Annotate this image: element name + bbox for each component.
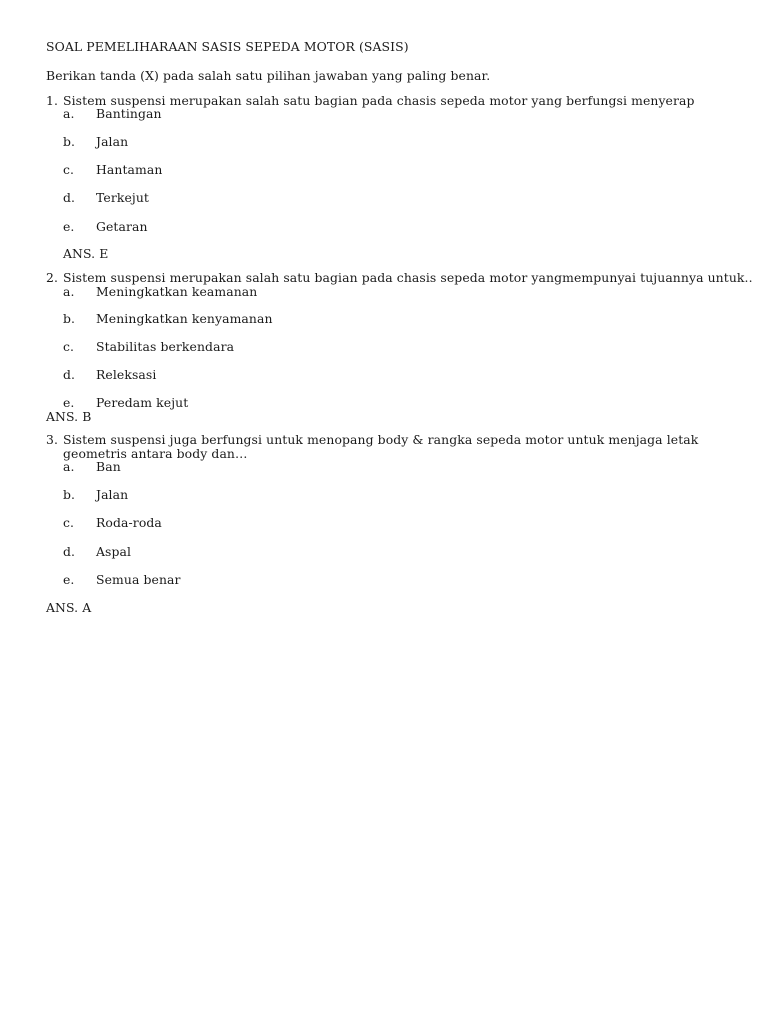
instruction-text: Berikan tanda (X) pada salah satu pilihan jawaban yang paling benar. (46, 68, 491, 83)
option-text: Bantingan (96, 106, 162, 121)
option-text: Jalan (96, 134, 129, 149)
option-text: Ban (96, 459, 121, 474)
option-letter: d. (63, 544, 76, 559)
option-text: Peredam kejut (96, 395, 189, 410)
option-text: Aspal (96, 544, 132, 559)
option-text: Getaran (96, 219, 148, 234)
option-letter: c. (63, 162, 75, 177)
question-number: 2. (46, 270, 59, 285)
option-letter: a. (63, 284, 75, 299)
option-text: Stabilitas berkendara (96, 339, 235, 354)
option-text: Meningkatkan kenyamanan (96, 311, 273, 326)
answer-key: ANS. E (63, 246, 109, 261)
option-text: Jalan (96, 487, 129, 502)
option-letter: d. (63, 190, 76, 205)
option-text: Releksasi (96, 367, 157, 382)
question-number: 3. (46, 432, 59, 447)
question-text: Sistem suspensi juga berfungsi untuk menopang body & rangka sepeda motor untuk menjaga letak (63, 432, 699, 447)
option-letter: e. (63, 219, 75, 234)
question-text: Sistem suspensi merupakan salah satu bagian pada chasis sepeda motor yangmempunyai tujuannya untuk.. (63, 270, 753, 285)
option-text: Semua benar (96, 572, 181, 587)
option-text: Terkejut (96, 190, 149, 205)
option-text: Meningkatkan keamanan (96, 284, 258, 299)
question-text-continued: geometris antara body dan… (63, 446, 248, 461)
option-letter: b. (63, 311, 76, 326)
option-letter: b. (63, 487, 76, 502)
option-text: Hantaman (96, 162, 163, 177)
option-letter: b. (63, 134, 76, 149)
option-letter: a. (63, 459, 75, 474)
document-title: SOAL PEMELIHARAAN SASIS SEPEDA MOTOR (SASIS) (46, 39, 409, 54)
option-letter: e. (63, 572, 75, 587)
option-letter: d. (63, 367, 76, 382)
answer-key: ANS. B (46, 409, 92, 424)
option-letter: c. (63, 339, 75, 354)
answer-key: ANS. A (46, 600, 92, 615)
option-letter: a. (63, 106, 75, 121)
option-text: Roda-roda (96, 515, 162, 530)
question-number: 1. (46, 93, 59, 108)
question-text: Sistem suspensi merupakan salah satu bagian pada chasis sepeda motor yang berfungsi menyerap (63, 93, 695, 108)
option-letter: c. (63, 515, 75, 530)
option-letter: e. (63, 395, 75, 410)
